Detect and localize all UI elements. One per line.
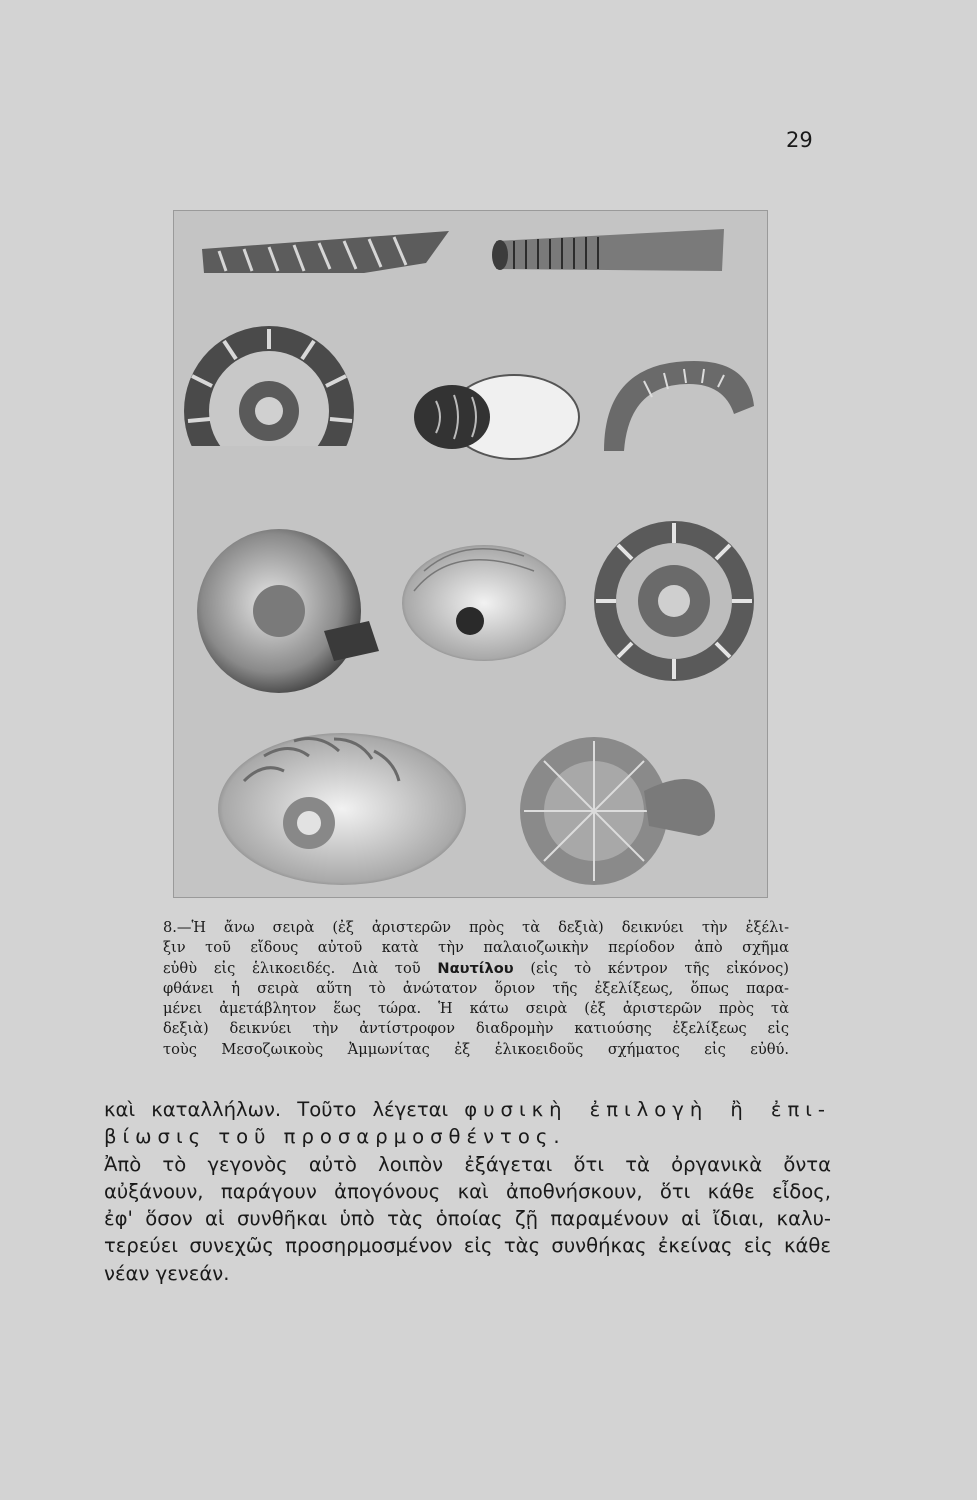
caption-line: φθάνει ἡ σειρὰ αὕτη τὸ ἀνώτατον ὅριον τῆς ἐξελίξεως, ὅπως παρα-	[163, 979, 789, 997]
orthocone-fossil-icon	[202, 231, 449, 273]
body-paragraph	[104, 1096, 831, 1287]
caption-line: τοὺς Μεσοζωικοὺς Ἀμμωνίτας ἐξ ἑλικοειδοῦς σχήματος εἰς εὐθύ.	[163, 1040, 789, 1058]
body-line: αὐξάνουν, παράγουν ἀπογόνους καὶ ἀποθνήσκουν, ὅτι κάθε εἶδος,	[104, 1179, 831, 1203]
page-number: 29	[786, 128, 813, 152]
body-line: Ἀπὸ τὸ γεγονὸς αὐτὸ λοιπὸν ἐξάγεται ὅτι τὰ ὀργανικὰ ὄντα	[104, 1152, 831, 1176]
caption-line: 8.—Ἡ ἄνω σειρὰ (ἐξ ἀριστερῶν πρὸς τὰ δεξιὰ) δεικνύει τὴν ἐξέλι-	[163, 919, 789, 936]
emphasis-spaced: φυσικὴ ἐπιλογὴ ἢ ἐπι-	[464, 1098, 831, 1121]
body-line-part: καὶ καταλλήλων. Τοῦτο λέγεται	[104, 1098, 449, 1121]
nautilus-icon	[402, 545, 566, 661]
figure-caption	[163, 918, 789, 1060]
body-line	[104, 1123, 831, 1150]
ammonite-icon	[197, 529, 379, 693]
nautilus-icon	[218, 733, 466, 885]
caption-line: ξιν τοῦ εἴδους αὐτοῦ κατὰ τὴν παλαιοζωικὴν περίοδον ἀπὸ σχῆμα	[163, 939, 789, 957]
body-line: τερεύει συνεχῶς προσηρμοσμένον εἰς τὰς συνθήκας ἐκείνας εἰς κάθε	[104, 1234, 831, 1258]
caption-line	[163, 959, 789, 979]
body-line: νέαν γενεάν.	[104, 1261, 230, 1285]
straight-ribbed-fossil-icon	[492, 229, 724, 271]
ammonite-icon	[594, 521, 754, 681]
ammonite-icon	[520, 737, 715, 885]
body-line: ἐφ' ὅσον αἱ συνθῆκαι ὑπὸ τὰς ὁποίας ζῇ παραμένουν αἱ ἴδιαι, καλυ-	[104, 1207, 831, 1231]
body-line	[104, 1096, 831, 1123]
ammonite-icon	[604, 361, 754, 451]
emphasis-spaced: βίωσις τοῦ προσαρμοσθέντος.	[104, 1125, 566, 1149]
ammonite-icon	[174, 326, 374, 506]
caption-line-part: (εἰς τὸ κέντρον τῆς εἰκόνος)	[530, 959, 789, 977]
bold-term: Ναυτίλου	[437, 959, 514, 977]
nautilus-icon	[414, 375, 579, 459]
caption-line: μένει ἀμετάβλητον ἕως τώρα. Ἡ κάτω σειρὰ (ἐξ ἀριστερῶν πρὸς τὰ	[163, 1000, 789, 1018]
fossil-plate	[173, 210, 768, 898]
caption-line-part: εὐθὺ εἰς ἑλικοειδές. Διὰ τοῦ	[163, 959, 421, 977]
caption-line: δεξιὰ) δεικνύει τὴν ἀντίστροφον διαδρομὴν κατιούσης ἐξελίξεως εἰς	[163, 1020, 789, 1038]
